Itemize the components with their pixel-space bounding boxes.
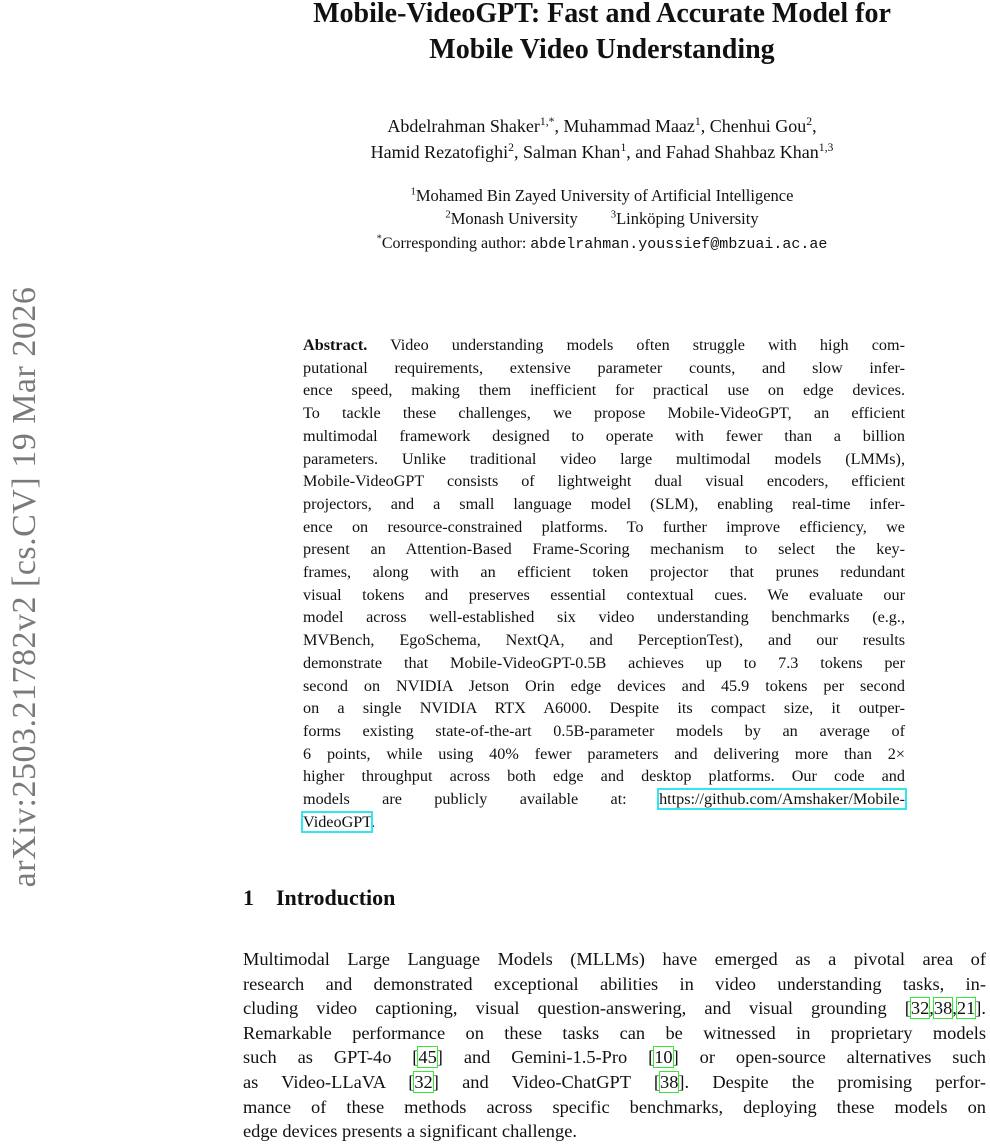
text-line	[303, 652, 905, 675]
text-line	[303, 606, 905, 629]
text-line	[303, 448, 905, 471]
text-run: , and Fahad Shahbaz Khan	[626, 142, 819, 162]
citation-link[interactable]: 38	[933, 998, 953, 1019]
text-line	[243, 1045, 986, 1070]
text-line	[303, 334, 905, 357]
text-line	[243, 1095, 986, 1120]
arxiv-identifier: arXiv:2503.21782v2 [cs.CV] 19 Mar 2026	[6, 286, 43, 888]
superscript: 3	[610, 208, 617, 221]
text-run: Hamid Rezatofighi	[370, 142, 509, 162]
text-run: ] and Video-ChatGPT [	[432, 1071, 661, 1092]
superscript: 1,3	[818, 141, 834, 154]
text-run: ence speed, making them inefficient for practical use on edge devices.	[303, 381, 905, 400]
text-line	[303, 516, 905, 539]
citation-link[interactable]: 21	[956, 998, 976, 1019]
text-line	[303, 379, 905, 402]
text-run: ].	[975, 998, 986, 1019]
corresponding-label: Corresponding author:	[381, 235, 531, 252]
text-run: , Muhammad Maaz	[554, 116, 695, 136]
text-run: ,	[812, 116, 817, 136]
text-line	[303, 720, 905, 743]
text-run: models are publicly available at:	[303, 790, 660, 809]
text-run: To tackle these challenges, we propose Mobile-VideoGPT, an efficient	[303, 404, 905, 423]
text-run: Linköping University	[616, 209, 759, 228]
text-line	[303, 425, 905, 448]
text-run: Mohamed Bin Zayed University of Artificial Intelligence	[415, 186, 794, 205]
text-line	[243, 996, 986, 1021]
citation-link[interactable]: 32	[910, 998, 930, 1019]
citation-link[interactable]: 38	[660, 1071, 679, 1092]
text-run: Abdelrahman Shaker	[387, 116, 540, 136]
title-line: Mobile Video Understanding	[429, 34, 775, 65]
text-run: as Video-LLaVA [	[243, 1071, 415, 1092]
text-line	[303, 493, 905, 516]
text-run: ence on resource-constrained platforms. To further improve efficiency, we	[303, 517, 905, 536]
corresponding-marker: *	[376, 233, 382, 245]
text-line	[303, 357, 905, 380]
superscript: 1	[694, 115, 701, 128]
text-line	[303, 470, 905, 493]
text-line	[303, 538, 905, 561]
abstract-heading: Abstract.	[303, 336, 368, 354]
text-line	[243, 1070, 986, 1095]
text-run: multimodal framework designed to operate with fewer than a billion	[303, 426, 905, 445]
text-line	[243, 1119, 986, 1144]
text-line	[243, 947, 986, 972]
text-run: Video understanding models often struggle with high com-	[390, 336, 905, 354]
code-url-link[interactable]: https://github.com/Amshaker/Mobile-	[659, 790, 905, 809]
superscript: 2	[806, 115, 813, 128]
text-line	[303, 765, 905, 788]
code-url-link[interactable]: VideoGPT	[303, 812, 371, 831]
text-line	[303, 629, 905, 652]
corresponding-author	[232, 235, 972, 253]
text-run: ] and Gemini-1.5-Pro [	[436, 1047, 655, 1068]
citation-link[interactable]: 32	[414, 1071, 433, 1092]
text-line	[232, 184, 972, 207]
text-run: , Chenhui Gou	[700, 116, 807, 136]
text-line	[303, 675, 905, 698]
text-run: model across well-established six video understanding benchmarks (e.g.,	[303, 608, 905, 627]
text-line	[303, 811, 905, 834]
text-run: Remarkable performance on these tasks can be witnessed in proprietary models	[243, 1022, 986, 1043]
section-number: 1	[243, 885, 254, 910]
superscript: 2	[508, 141, 514, 154]
title-line: Mobile-VideoGPT: Fast and Accurate Model for	[313, 0, 891, 29]
text-line	[303, 743, 905, 766]
text-run: projectors, and a small language model (SLM), enabling real-time infer-	[303, 494, 905, 513]
text-line	[232, 113, 972, 139]
text-run: ] or open-source alternatives such	[672, 1047, 986, 1068]
text-run: MVBench, EgoSchema, NextQA, and PerceptionTest), and our results	[303, 631, 905, 650]
text-run: frames, along with an efficient token projector that prunes redundant	[303, 563, 905, 582]
text-run: present an Attention-Based Frame-Scoring mechanism to select the key-	[303, 540, 905, 559]
citation-link[interactable]: 45	[418, 1047, 437, 1068]
text-line	[303, 788, 905, 811]
text-run: parameters. Unlike traditional video large multimodal models (LMMs),	[303, 449, 905, 468]
text-run: research and demonstrated exceptional abilities in video understanding tasks, in-	[243, 973, 986, 994]
text-run: higher throughput across both edge and desktop platforms. Our code and	[303, 767, 905, 786]
text-run: such as GPT-4o [	[243, 1047, 419, 1068]
text-line	[303, 402, 905, 425]
corresponding-email[interactable]: abdelrahman.youssief@mbzuai.ac.ae	[530, 236, 828, 253]
text-run: visual tokens and preserves essential contextual cues. We evaluate our	[303, 585, 905, 604]
abstract	[303, 334, 905, 833]
text-run: 6 points, while using 40% fewer parameters and delivering more than 2×	[303, 744, 905, 763]
text-run: .	[370, 812, 376, 831]
affiliations	[232, 184, 972, 230]
text-run: Mobile-VideoGPT consists of lightweight dual visual encoders, efficient	[303, 472, 905, 491]
text-line	[303, 561, 905, 584]
text-line	[243, 972, 986, 997]
text-line	[243, 1021, 986, 1046]
text-run: ,	[952, 998, 957, 1019]
section-title: Introduction	[276, 885, 396, 910]
text-run: on a single NVIDIA RTX A6000. Despite its compact size, it outper-	[303, 699, 905, 718]
text-run: , Salman Khan	[513, 142, 621, 162]
paper-title	[232, 0, 972, 68]
text-run: demonstrate that Mobile-VideoGPT-0.5B achieves up to 7.3 tokens per	[303, 653, 905, 672]
superscript: 2	[445, 208, 451, 221]
text-run: Multimodal Large Language Models (MLLMs) have emerged as a pivotal area of	[243, 949, 986, 969]
text-line	[303, 697, 905, 720]
text-run: cluding video captioning, visual question-answering, and visual grounding [	[243, 998, 911, 1019]
text-run: Monash University	[450, 209, 611, 228]
text-run: putational requirements, extensive parameter counts, and slow infer-	[303, 358, 905, 377]
superscript: 1	[620, 141, 627, 154]
text-run: mance of these methods across specific benchmarks, deploying these models on	[243, 1096, 986, 1117]
introduction-body	[243, 947, 986, 1144]
text-run: ]. Despite the promising perfor-	[678, 1071, 986, 1092]
text-run: second on NVIDIA Jetson Orin edge devices and 45.9 tokens per second	[303, 676, 905, 695]
text-run: forms existing state-of-the-art 0.5B-parameter models by an average of	[303, 721, 905, 740]
text-line	[232, 207, 972, 230]
text-line	[303, 584, 905, 607]
citation-link[interactable]: 10	[654, 1047, 673, 1068]
text-run: edge devices presents a significant challenge.	[243, 1121, 577, 1142]
text-run: ,	[929, 998, 934, 1019]
section-heading	[243, 885, 395, 911]
text-line	[232, 139, 972, 165]
superscript: 1	[410, 185, 416, 198]
superscript: 1,*	[539, 115, 555, 128]
author-list	[232, 113, 972, 165]
